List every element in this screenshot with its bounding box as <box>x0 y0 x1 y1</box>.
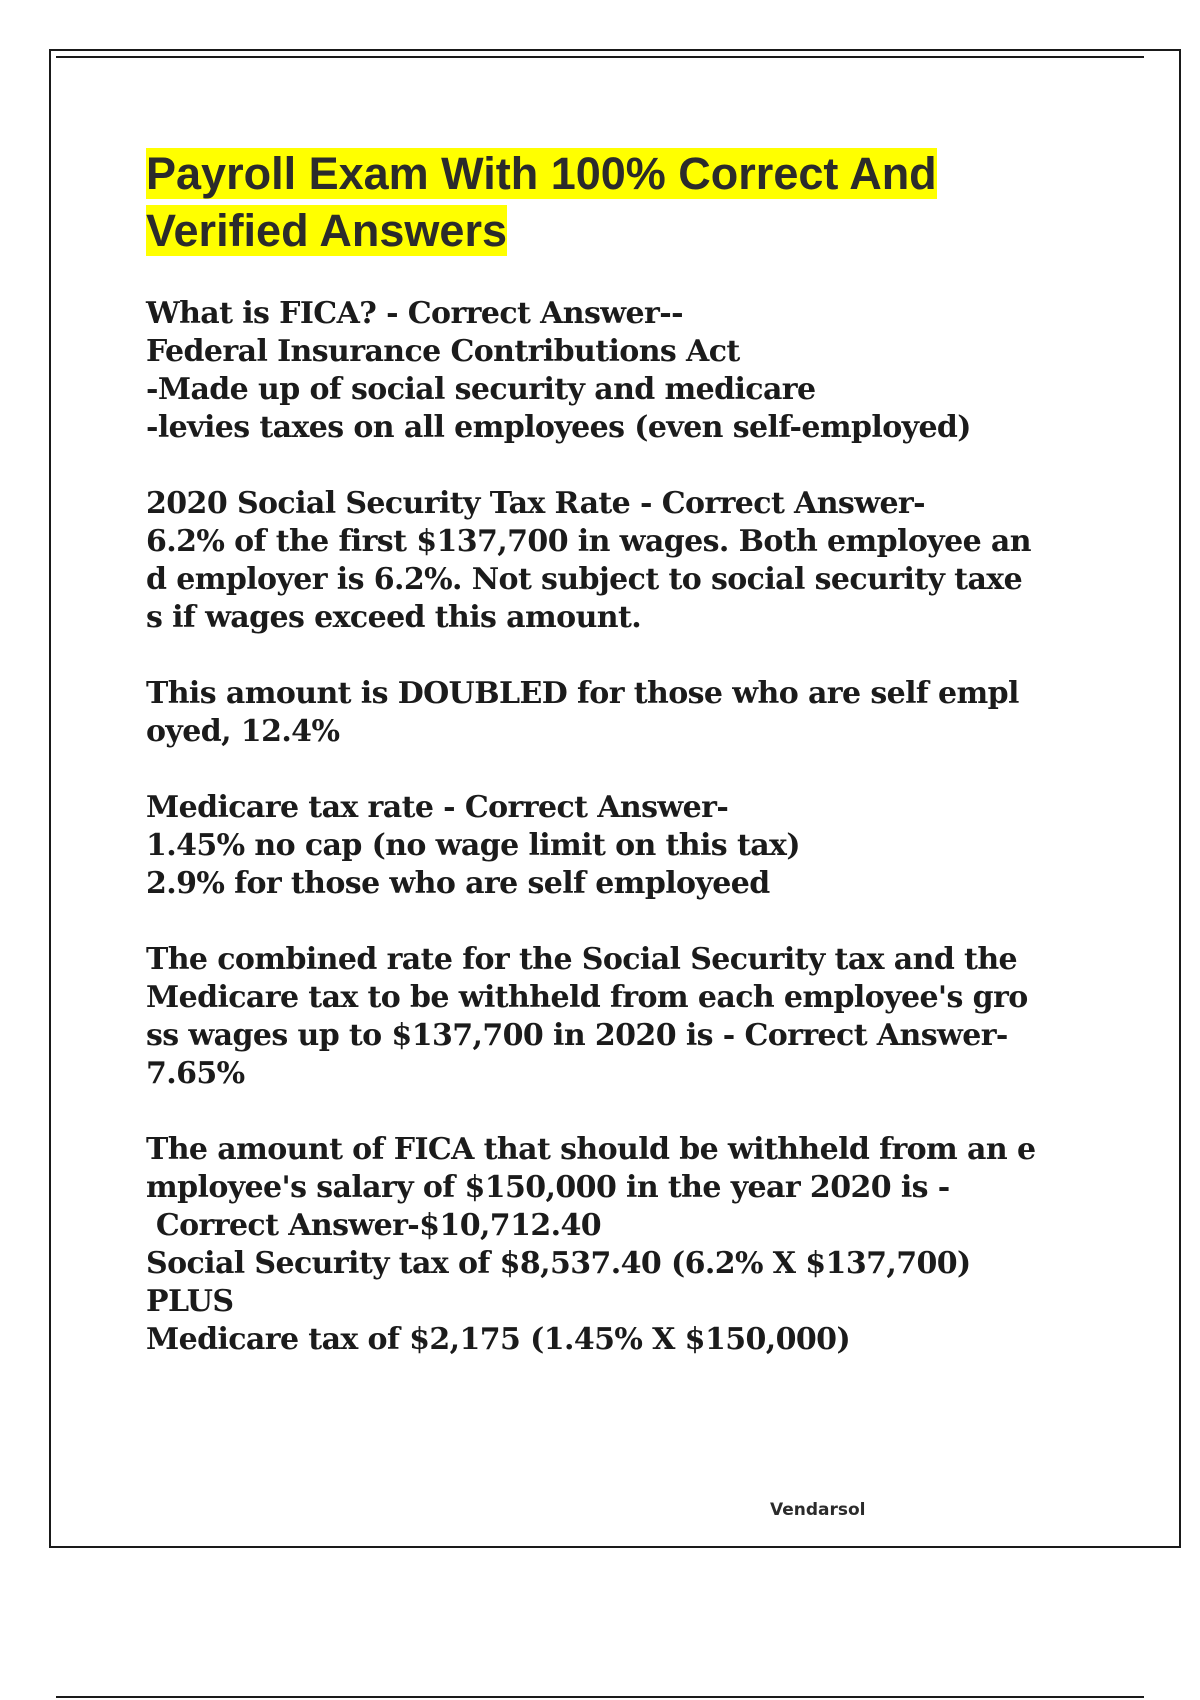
qa-content <box>146 295 1106 1397</box>
question-line: mployee's salary of $150,000 in the year 2020 is - <box>146 1170 950 1205</box>
qa-block-combined-rate <box>146 941 1106 1093</box>
answer-line: Medicare tax of $2,175 (1.45% X $150,000) <box>146 1322 851 1357</box>
answer-line: PLUS <box>146 1284 234 1319</box>
answer-line: -Made up of social security and medicare <box>146 372 816 407</box>
answer-line: Social Security tax of $8,537.40 (6.2% X $137,700) <box>146 1246 971 1281</box>
answer-line: Federal Insurance Contributions Act <box>146 334 740 369</box>
qa-block-fica <box>146 295 1106 447</box>
title-line-2: Verified Answers <box>146 205 507 256</box>
answer-line: 2.9% for those who are self employeed <box>146 866 770 901</box>
bottom-rule <box>56 1696 1144 1698</box>
question-line: ss wages up to $137,700 in 2020 is - Correct Answer- <box>146 1018 1008 1053</box>
answer-line: Correct Answer-$10,712.40 <box>146 1208 602 1243</box>
answer-line: -levies taxes on all employees (even self-employed) <box>146 410 971 445</box>
footer-brand: Vendarsol <box>770 1500 866 1520</box>
answer-line: 7.65% <box>146 1056 245 1091</box>
document-title <box>146 145 1046 259</box>
answer-line: oyed, 12.4% <box>146 714 340 749</box>
answer-line: d employer is 6.2%. Not subject to social security taxe <box>146 562 1023 597</box>
answer-line: This amount is DOUBLED for those who are self empl <box>146 676 1019 711</box>
question-line: The amount of FICA that should be withheld from an e <box>146 1132 1036 1167</box>
question-line: Medicare tax rate - Correct Answer- <box>146 790 729 825</box>
question-line: The combined rate for the Social Security tax and the <box>146 942 1018 977</box>
question-line: Medicare tax to be withheld from each employee's gro <box>146 980 1028 1015</box>
answer-line: s if wages exceed this amount. <box>146 600 642 635</box>
title-line-1: Payroll Exam With 100% Correct And <box>146 148 937 199</box>
qa-block-fica-withholding <box>146 1131 1106 1359</box>
qa-block-social-security-rate <box>146 485 1106 637</box>
answer-line: 1.45% no cap (no wage limit on this tax) <box>146 828 800 863</box>
question-line: 2020 Social Security Tax Rate - Correct Answer- <box>146 486 925 521</box>
top-rule <box>56 56 1144 58</box>
question-line: What is FICA? - Correct Answer-- <box>146 296 683 331</box>
answer-line: 6.2% of the first $137,700 in wages. Both employee an <box>146 524 1031 559</box>
qa-block-self-employed-note <box>146 675 1106 751</box>
qa-block-medicare-rate <box>146 789 1106 903</box>
